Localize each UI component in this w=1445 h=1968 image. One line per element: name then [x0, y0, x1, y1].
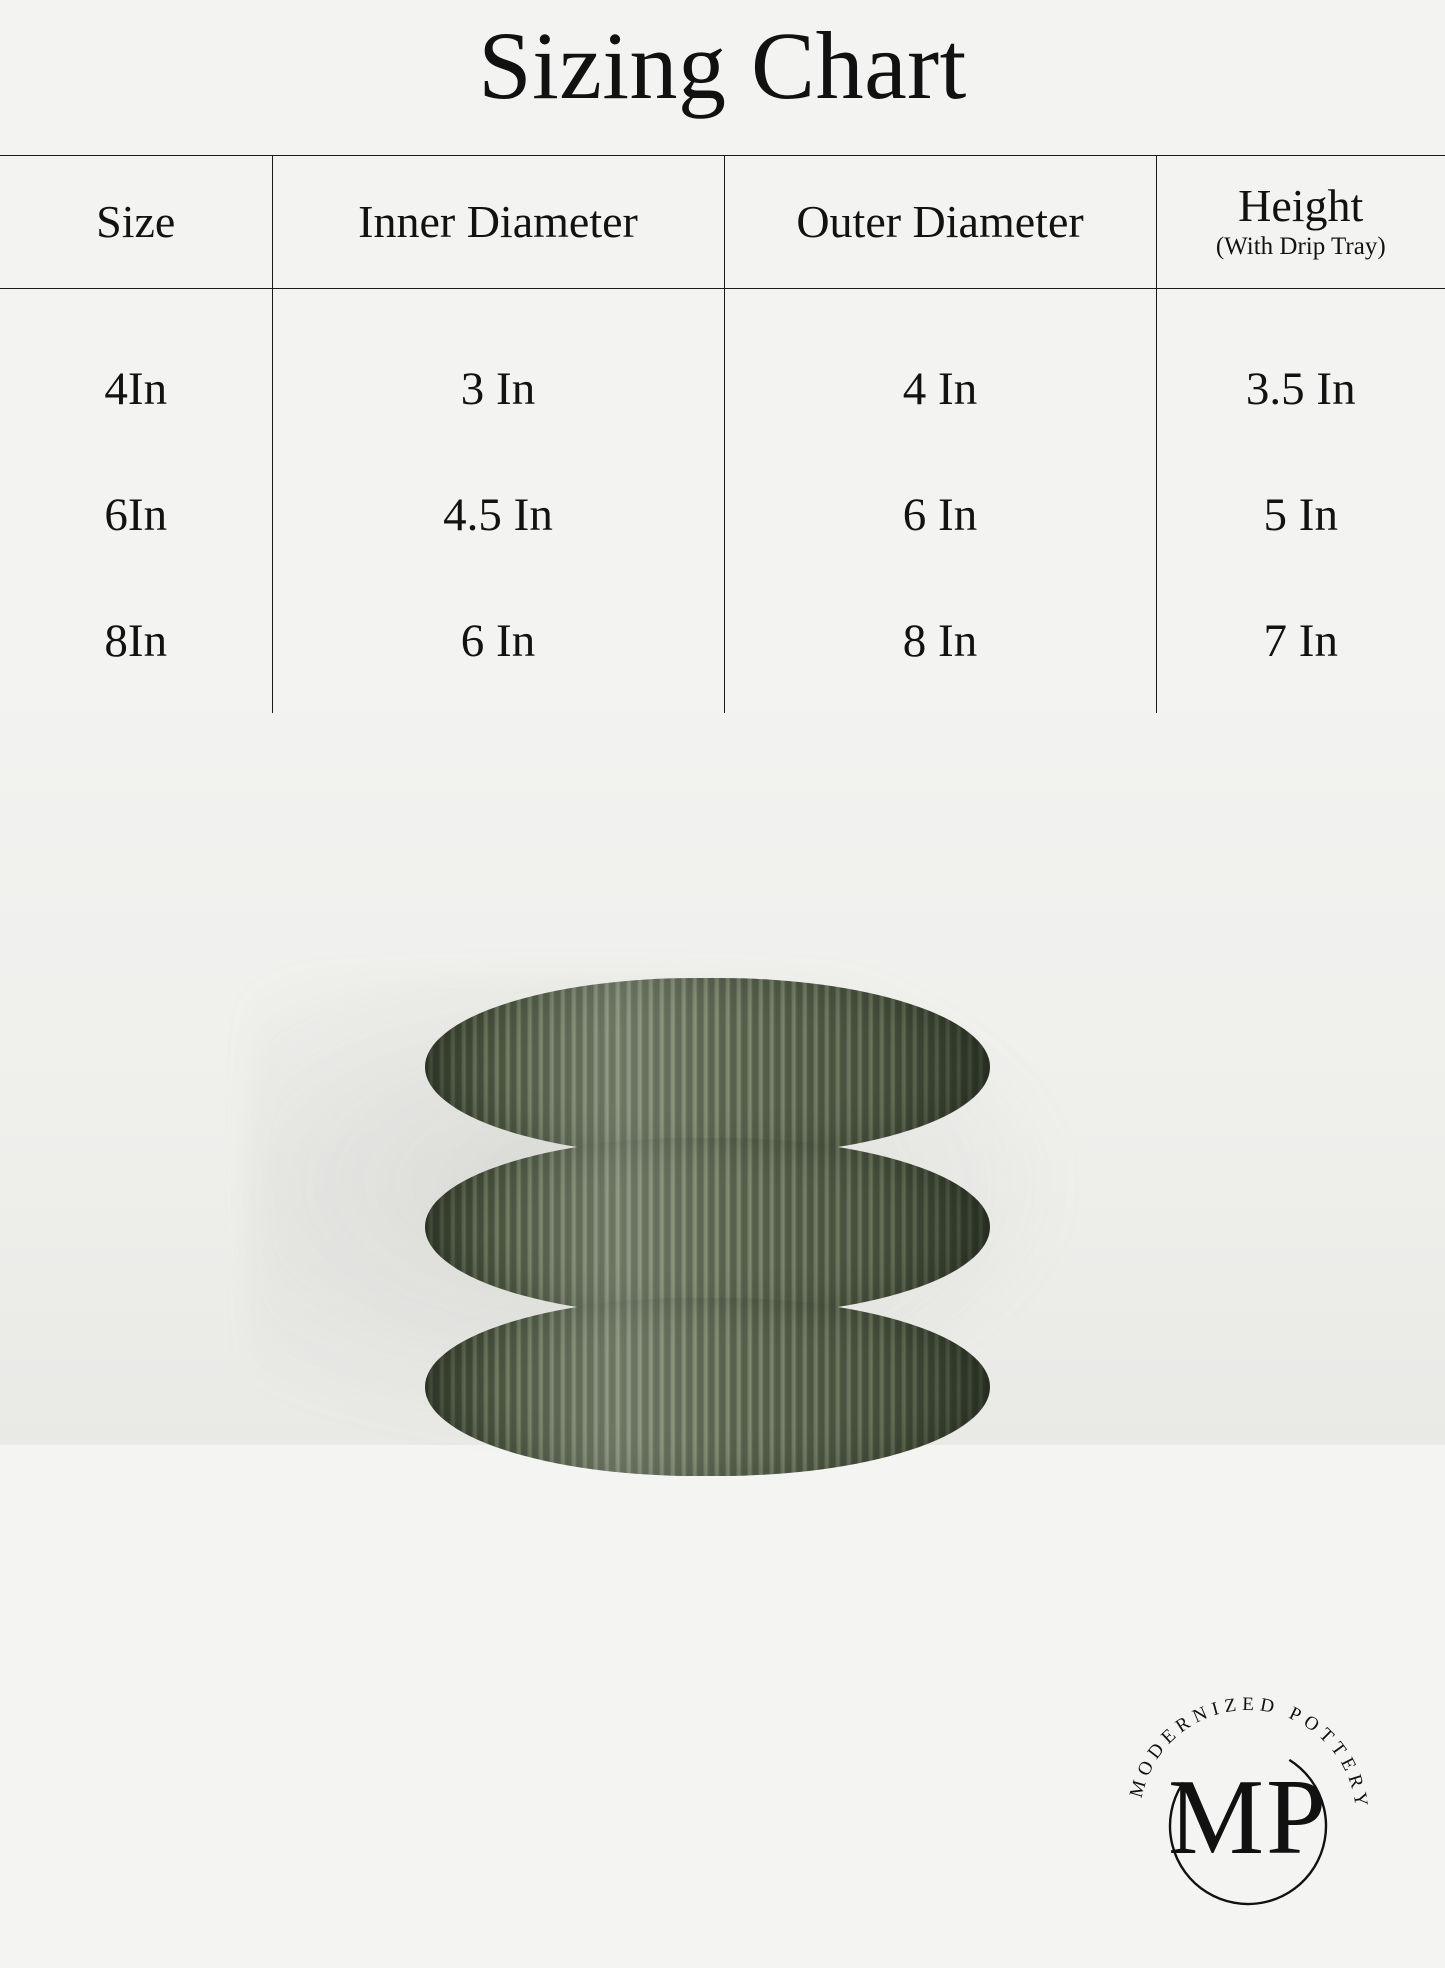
- table-row: [0, 289, 1445, 453]
- cell-height: 3.5 In: [1156, 289, 1445, 453]
- column-header-height: [1156, 156, 1445, 289]
- table-header-row: [0, 156, 1445, 289]
- column-header-outer-diameter-label: Outer Diameter: [796, 195, 1084, 247]
- table-body: [0, 289, 1445, 740]
- cell-inner-diameter: 3 In: [272, 289, 724, 453]
- column-header-size-label: Size: [96, 195, 176, 247]
- cell-size: 8In: [0, 578, 272, 740]
- svg-text:MODERNIZED POTTERY: MODERNIZED POTTERY: [1125, 1693, 1373, 1814]
- cell-height: 7 In: [1156, 578, 1445, 740]
- vase-image: [425, 978, 990, 1448]
- table-row: [0, 452, 1445, 578]
- logo-monogram: MP: [1167, 1758, 1329, 1877]
- cell-size: 4In: [0, 289, 272, 453]
- sizing-table: [0, 155, 1445, 740]
- cell-outer-diameter: 4 In: [724, 289, 1156, 453]
- cell-inner-diameter: 6 In: [272, 578, 724, 740]
- column-header-outer-diameter: [724, 156, 1156, 289]
- vase-segment-middle: [425, 1138, 990, 1316]
- column-header-height-sublabel: (With Drip Tray): [1215, 233, 1386, 261]
- brand-logo: [1098, 1668, 1398, 1968]
- cell-outer-diameter: 6 In: [724, 452, 1156, 578]
- cell-outer-diameter: 8 In: [724, 578, 1156, 740]
- column-header-height-label: Height: [1238, 179, 1364, 231]
- cell-height: 5 In: [1156, 452, 1445, 578]
- column-header-inner-diameter-label: Inner Diameter: [358, 195, 638, 247]
- column-header-inner-diameter: [272, 156, 724, 289]
- product-photo: [0, 713, 1445, 1877]
- cell-size: 6In: [0, 452, 272, 578]
- table-header: [0, 156, 1445, 289]
- cell-inner-diameter: 4.5 In: [272, 452, 724, 578]
- column-header-size: [0, 156, 272, 289]
- vase-segment-top: [425, 978, 990, 1156]
- vase-segment-bottom: [425, 1298, 990, 1476]
- page-title: Sizing Chart: [478, 12, 967, 119]
